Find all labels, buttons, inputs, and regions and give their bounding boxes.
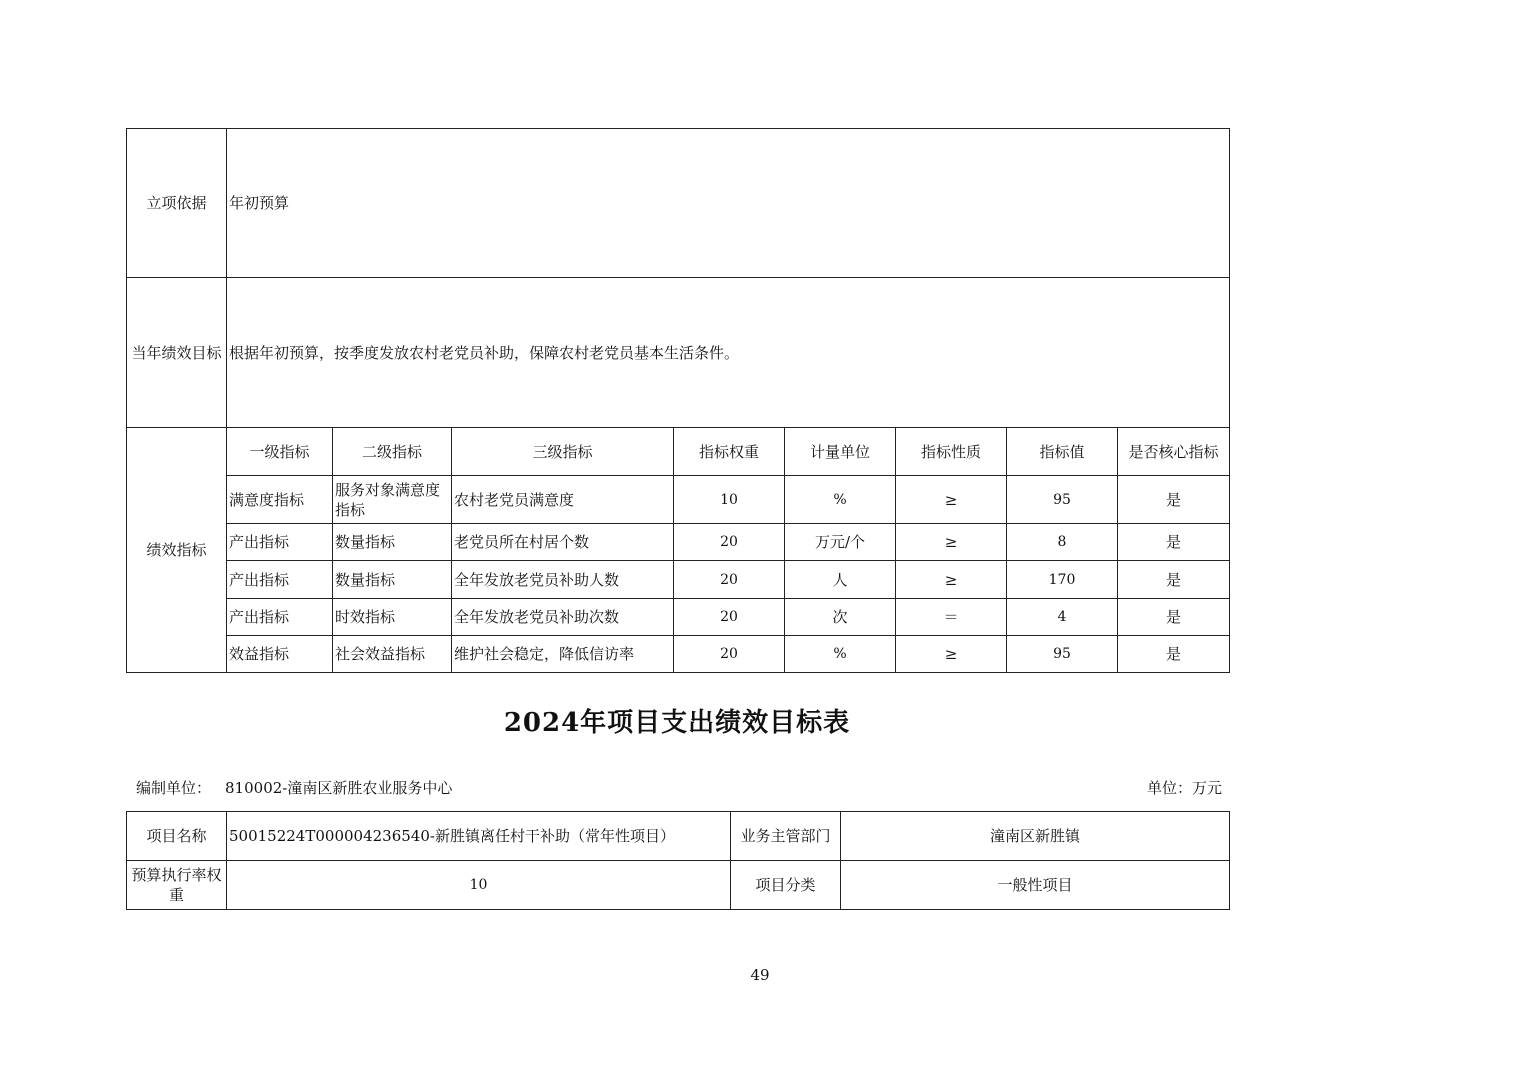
nature-cell: ≥ — [896, 476, 1007, 524]
value-cell: 4 — [1007, 599, 1118, 636]
unit-cell: 人 — [785, 561, 896, 599]
header-cell: 一级指标 — [227, 428, 333, 476]
value-cell: 95 — [1007, 636, 1118, 673]
core-cell: 是 — [1118, 524, 1230, 561]
header-cell: 计量单位 — [785, 428, 896, 476]
unit-cell: 次 — [785, 599, 896, 636]
level2-cell: 时效指标 — [333, 599, 452, 636]
basis-row — [127, 129, 1230, 278]
unit-cell: % — [785, 476, 896, 524]
project-name-label: 项目名称 — [127, 812, 227, 861]
level1-cell: 效益指标 — [227, 636, 333, 673]
table-row — [127, 561, 1230, 599]
level3-cell: 维护社会稳定，降低信访率 — [452, 636, 674, 673]
unit-cell: 万元/个 — [785, 524, 896, 561]
dept-value: 潼南区新胜镇 — [841, 812, 1230, 861]
table-row — [127, 476, 1230, 524]
level2-cell: 社会效益指标 — [333, 636, 452, 673]
rate-label: 预算执行率权重 — [127, 861, 227, 910]
level2-cell: 数量指标 — [333, 561, 452, 599]
project-name-row — [127, 812, 1230, 861]
level1-cell: 产出指标 — [227, 599, 333, 636]
core-cell: 是 — [1118, 476, 1230, 524]
weight-cell: 20 — [674, 561, 785, 599]
core-cell: 是 — [1118, 636, 1230, 673]
page-number: 49 — [750, 966, 770, 984]
level3-cell: 全年发放老党员补助人数 — [452, 561, 674, 599]
nature-cell: ≥ — [896, 561, 1007, 599]
value-cell: 95 — [1007, 476, 1118, 524]
nature-cell: ＝ — [896, 599, 1007, 636]
performance-table — [126, 128, 1230, 673]
goal-label: 当年绩效目标 — [127, 278, 227, 428]
goal-row — [127, 278, 1230, 428]
level2-cell: 数量指标 — [333, 524, 452, 561]
category-label: 项目分类 — [731, 861, 841, 910]
compiling-unit — [136, 777, 452, 798]
goal-value: 根据年初预算，按季度发放农村老党员补助，保障农村老党员基本生活条件。 — [227, 278, 1230, 428]
compiling-unit-org: 810002-潼南区新胜农业服务中心 — [225, 779, 453, 797]
project-info-table — [126, 811, 1230, 910]
header-cell: 是否核心指标 — [1118, 428, 1230, 476]
header-cell: 指标值 — [1007, 428, 1118, 476]
nature-cell: ≥ — [896, 636, 1007, 673]
value-cell: 8 — [1007, 524, 1118, 561]
level1-cell: 产出指标 — [227, 524, 333, 561]
level3-cell: 老党员所在村居个数 — [452, 524, 674, 561]
section-title: 2024年项目支出绩效目标表 — [503, 708, 851, 738]
header-cell: 指标性质 — [896, 428, 1007, 476]
header-cell: 二级指标 — [333, 428, 452, 476]
unit-cell: % — [785, 636, 896, 673]
basis-value: 年初预算 — [227, 129, 1230, 278]
weight-cell: 20 — [674, 599, 785, 636]
level2-cell: 服务对象满意度指标 — [333, 476, 452, 524]
indicator-header-row — [127, 428, 1230, 476]
weight-cell: 20 — [674, 524, 785, 561]
category-value: 一般性项目 — [841, 861, 1230, 910]
nature-cell: ≥ — [896, 524, 1007, 561]
currency-unit: 单位：万元 — [1147, 779, 1223, 797]
level3-cell: 农村老党员满意度 — [452, 476, 674, 524]
table-row — [127, 636, 1230, 673]
compiling-unit-prefix: 编制单位： — [136, 779, 212, 797]
level3-cell: 全年发放老党员补助次数 — [452, 599, 674, 636]
rate-row — [127, 861, 1230, 910]
weight-cell: 20 — [674, 636, 785, 673]
indicators-label: 绩效指标 — [127, 428, 227, 673]
value-cell: 170 — [1007, 561, 1118, 599]
level1-cell: 满意度指标 — [227, 476, 333, 524]
rate-value: 10 — [227, 861, 731, 910]
table-row — [127, 599, 1230, 636]
core-cell: 是 — [1118, 599, 1230, 636]
dept-label: 业务主管部门 — [731, 812, 841, 861]
header-cell: 三级指标 — [452, 428, 674, 476]
core-cell: 是 — [1118, 561, 1230, 599]
project-name-value: 50015224T000004236540-新胜镇离任村干补助（常年性项目） — [227, 812, 731, 861]
table-row — [127, 524, 1230, 561]
weight-cell: 10 — [674, 476, 785, 524]
level1-cell: 产出指标 — [227, 561, 333, 599]
header-cell: 指标权重 — [674, 428, 785, 476]
basis-label: 立项依据 — [127, 129, 227, 278]
